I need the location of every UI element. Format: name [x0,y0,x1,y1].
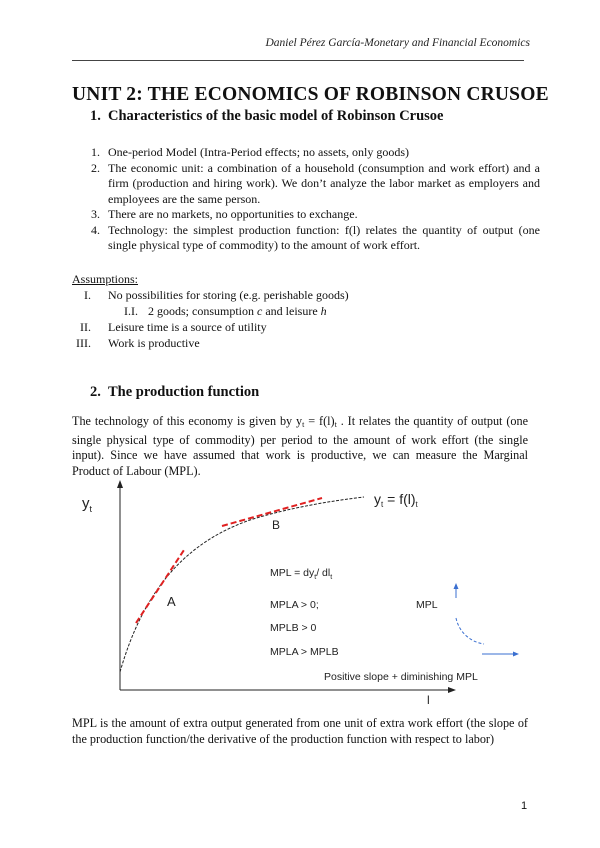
mpl-side-label: MPL [416,599,438,611]
assumption-number: I.I. [124,304,138,318]
unit-title: UNIT 2: THE ECONOMICS OF ROBINSON CRUSOE [72,84,549,105]
x-axis-label: l [427,693,430,707]
header-rule [72,60,524,61]
assumption-text: No possibilities for storing (e.g. perishable goods) [108,288,349,302]
assumption-text: Leisure time is a source of utility [108,320,267,334]
mpl-comparison-text: MPLA > MPLB [270,646,339,658]
mpl-definition: MPL = $dy_t/$ $dl_t$ [270,567,333,581]
up-arrow-head-icon [454,583,459,589]
mplb-text: MPLB > 0 [270,622,317,634]
section-2-title: The production function [108,384,260,400]
curved-arrow-icon [456,618,484,644]
mpla-text: MPLA > 0; [270,599,319,611]
running-header: Daniel Pérez García-Monetary and Financial Economics [265,37,530,49]
assumption-number: III. [76,336,91,350]
assumption-number: II. [80,320,91,334]
section-1-number: 1. [90,108,101,124]
section-1-heading [90,108,444,125]
production-function-paragraph: The technology of this economy is given by $y_t = f(l)_t$ . It relates the quantity of output (one single physical type of commodity) per period to the amount of work effort (the single input). Since we have assumed that work is productive, we can measure the Marginal Product of Labour (MPL). [72,414,528,478]
mpl-definition-paragraph: MPL is the amount of extra output generated from one unit of extra work effort (the slope of the production function/the derivative of the production function with respect to labor) [72,716,528,746]
assumptions-list [72,288,472,352]
assumptions-heading: Assumptions: [72,272,139,286]
right-arrow-head-icon [513,652,519,657]
point-a-label: A [167,594,176,609]
x-axis-arrowhead [448,687,456,693]
page-number: 1 [521,800,528,812]
assumption-text: 2 goods; consumption c and leisure h [148,304,327,318]
point-b-label: B [272,518,281,532]
production-function-figure [72,478,532,708]
section-2-heading [90,384,259,401]
section-1-title: Characteristics of the basic model of Robinson Crusoe [108,108,444,124]
figure-caption: Positive slope + diminishing MPL [324,671,478,683]
assumption-number: I. [84,288,91,302]
section-2-number: 2. [90,384,101,400]
curve-label: $y_t = f(l)_t$ [374,491,418,509]
y-axis-arrowhead [117,480,123,488]
y-axis-label: $y_t$ [82,495,93,514]
characteristics-list: 1. One-period Model (Intra-Period effects; no assets, only goods) 2. The economic unit: a combination of a household (consumption and work effort) and a firm (production and hiring work). We don’t analyze the labor market as employers and employees are the same person. 3. There are no markets, no opportunities to exchange. 4. Technology: the simplest production function: f(l) relates the quantity of output (one single physical type of commodity) to the amount of work effort. [91,145,540,252]
assumption-text: Work is productive [108,336,200,350]
